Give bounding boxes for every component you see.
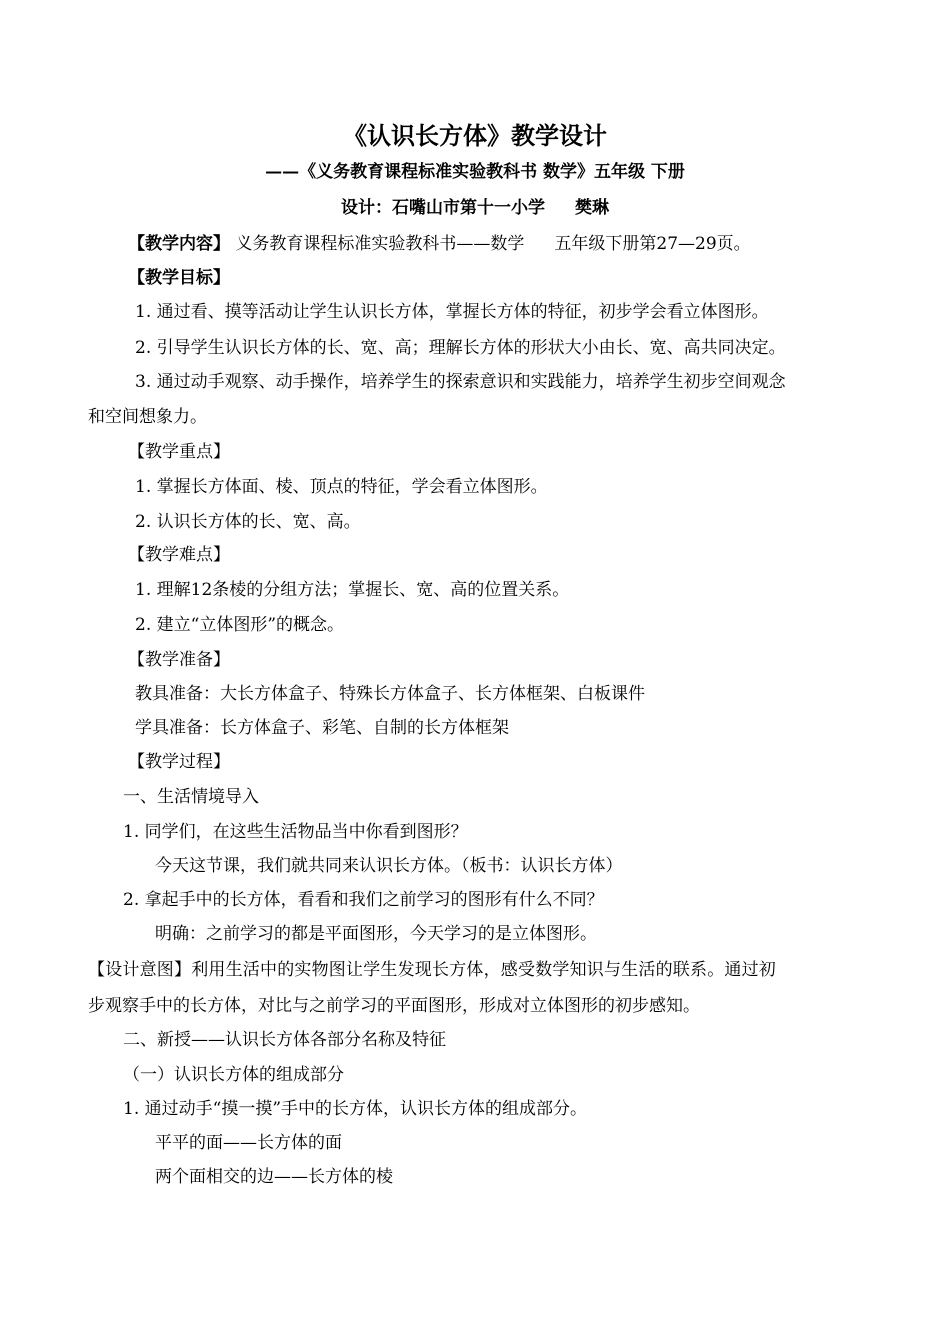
- key-heading: 【教学重点】: [128, 442, 230, 462]
- content-pages: 五年级下册第27—29页。: [554, 234, 751, 254]
- section-2-title: 二、新授——认识长方体各部分名称及特征: [123, 1030, 446, 1050]
- section-2-item-1: 1. 通过动手“摸一摸”手中的长方体，认识长方体的组成部分。: [123, 1099, 588, 1119]
- key-2: 2. 认识长方体的长、宽、高。: [135, 512, 361, 532]
- section-2-edge: 两个面相交的边——长方体的棱: [155, 1167, 393, 1187]
- difficulty-2: 2. 建立“立体图形”的概念。: [135, 615, 345, 635]
- section-1-item-1: 1. 同学们，在这些生活物品当中你看到图形？: [123, 822, 468, 842]
- process-heading: 【教学过程】: [128, 752, 230, 772]
- goal-2: 2. 引导学生认识长方体的长、宽、高；理解长方体的形状大小由长、宽、高共同决定。: [135, 338, 786, 358]
- goal-1: 1. 通过看、摸等活动让学生认识长方体，掌握长方体的特征，初步学会看立体图形。: [135, 302, 769, 322]
- prep-student: 学具准备：长方体盒子、彩笔、自制的长方体框架: [135, 718, 509, 738]
- author-name: 樊琳: [575, 198, 609, 218]
- section-2-subtitle: （一）认识长方体的组成部分: [123, 1065, 344, 1085]
- key-1: 1. 掌握长方体面、棱、顶点的特征，学会看立体图形。: [135, 477, 548, 497]
- section-1-title: 一、生活情境导入: [123, 787, 259, 807]
- goal-3-continued: 和空间想象力。: [88, 407, 207, 427]
- prep-heading: 【教学准备】: [128, 650, 230, 670]
- content-heading: 【教学内容】: [128, 234, 230, 254]
- goal-3: 3. 通过动手观察、动手操作，培养学生的探索意识和实践能力，培养学生初步空间观念: [135, 372, 786, 392]
- prep-teacher: 教具准备：大长方体盒子、特殊长方体盒子、长方体框架、白板课件: [135, 684, 645, 704]
- section-1-item-2-note: 明确：之前学习的都是平面图形，今天学习的是立体图形。: [155, 924, 597, 944]
- document-subtitle: ——《义务教育课程标准实验教科书 数学》五年级 下册: [265, 162, 685, 182]
- section-1-item-2: 2. 拿起手中的长方体，看看和我们之前学习的图形有什么不同？: [123, 890, 604, 910]
- section-1-item-1-note: 今天这节课，我们就共同来认识长方体。（板书：认识长方体）: [155, 856, 623, 876]
- section-2-face: 平平的面——长方体的面: [155, 1133, 342, 1153]
- goals-heading: 【教学目标】: [128, 268, 230, 288]
- content-text: 义务教育课程标准实验教科书——数学: [235, 234, 525, 254]
- difficulty-1: 1. 理解12条棱的分组方法；掌握长、宽、高的位置关系。: [135, 580, 570, 600]
- document-title: 《认识长方体》教学设计: [343, 121, 607, 150]
- design-intent-continued: 步观察手中的长方体，对比与之前学习的平面图形，形成对立体图形的初步感知。: [88, 996, 700, 1016]
- content-line: [128, 232, 751, 256]
- author-line: [0, 196, 950, 220]
- design-intent: 【设计意图】利用生活中的实物图让学生发现长方体，感受数学知识与生活的联系。通过初: [88, 960, 776, 980]
- difficulty-heading: 【教学难点】: [128, 545, 230, 565]
- author-label: 设计：石嘴山市第十一小学: [341, 198, 545, 218]
